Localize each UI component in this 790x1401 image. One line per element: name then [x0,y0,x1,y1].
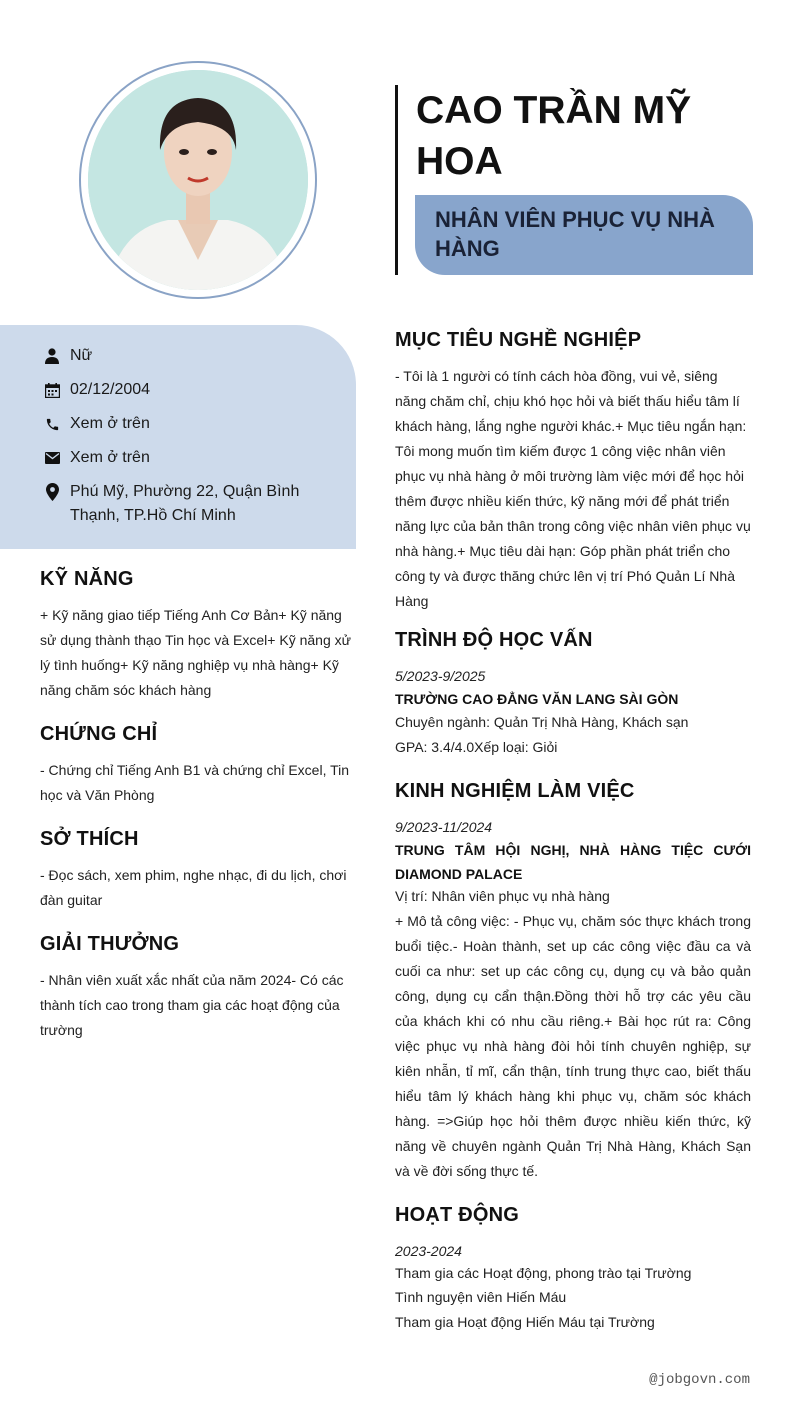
activity-item: Tham gia Hoạt động Hiến Máu tại Trường [395,1314,655,1330]
name-block [395,85,755,275]
hobbies-text: - Đọc sách, xem phim, nghe nhạc, đi du lịch, chơi đàn guitar [40,867,347,908]
address-text: Phú Mỹ, Phường 22, Quận Bình Thạnh, TP.Hồ Chí Minh [70,483,300,524]
experience-date: 9/2023-11/2024 [395,819,493,835]
education-date: 5/2023-9/2025 [395,668,486,684]
experience-description: + Mô tả công việc: - Phục vụ, chăm sóc thực khách trong buổi tiệc.- Hoàn thành, set up các công việc đầu ca và cuối ca như: set up các công cụ, dụng cụ và bảo quản công, dụng cụ cẩn thận.Đồng thời hỗ trợ các yêu cầu của khách khi có nhu cầu riêng.+ Bài học rút ra: Công việc phục vụ nhà hàng đòi hỏi tính chuyên nghiệp, sự kiên nhẫn, tỉ mĩ, cẩn thận, tính trung thực cao, biết thấu hiểu tâm lý khách hàng khi phục vụ, chăm sóc khách hàng. =>Giúp học hỏi thêm được nhiều kiến thức, kỹ năng về chuyên ngành Quản Trị Nhà Hàng, Khách Sạn và về đời sống thực tế. [395,913,751,1179]
education-gpa: GPA: 3.4/4.0Xếp loại: Giỏi [395,739,558,755]
email-text: Xem ở trên [70,449,150,466]
person-icon [40,345,64,367]
mail-icon [40,447,64,469]
activities-date: 2023-2024 [395,1243,462,1259]
skills-title: KỸ NĂNG [40,568,134,590]
objective-text: - Tôi là 1 người có tính cách hòa đồng, vui vẻ, siêng năng chăm chỉ, chịu khó học hỏi và biết thấu hiểu tâm lí khách hàng, lắng nghe người khác.+ Mục tiêu ngắn hạn: Tôi mong muốn tìm kiếm được 1 công việc nhân viên phục vụ nhà hàng ở môi trường làm việc mới để học hỏi thêm được nhiều kiến thức, kỹ năng mới để phát triển năng lực của bản thân trong công việc nhân viên phục vụ nhà hàng.+ Mục tiêu dài hạn: Góp phần phát triển cho công ty và được thăng chức lên vị trí Phó Quản Lí Nhà Hàng [395,368,751,609]
education-school: TRƯỜNG CAO ĐẲNG VĂN LANG SÀI GÒN [395,691,679,707]
hobbies-title: SỞ THÍCH [40,828,139,850]
phone-icon [40,413,64,435]
activity-item: Tình nguyện viên Hiến Máu [395,1289,567,1305]
avatar [88,70,308,290]
footer-watermark: @jobgovn.com [649,1372,750,1388]
experience-company: TRUNG TÂM HỘI NGHỊ, NHÀ HÀNG TIỆC CƯỚI DIAMOND PALACE [395,842,751,882]
certificates-title: CHỨNG CHỈ [40,723,158,745]
experience-title: KINH NGHIỆM LÀM VIỆC [395,780,635,802]
activities-title: HOẠT ĐỘNG [395,1204,520,1226]
gender-text: Nữ [70,347,93,364]
calendar-icon [40,379,64,401]
contact-email [40,446,320,470]
skills-text: + Kỹ năng giao tiếp Tiếng Anh Cơ Bản+ Kỹ năng sử dụng thành thạo Tin học và Excel+ Kỹ năng xử lý tình huống+ Kỹ năng nghiệp vụ nhà hàng+ Kỹ năng chăm sóc khách hàng [40,607,351,698]
objective-title: MỤC TIÊU NGHỀ NGHIỆP [395,329,642,351]
activity-item: Tham gia các Hoạt động, phong trào tại Trường [395,1265,692,1281]
contact-panel [0,325,356,549]
contact-birthday [40,378,320,402]
awards-title: GIẢI THƯỞNG [40,933,180,955]
phone-text: Xem ở trên [70,415,150,432]
education-major: Chuyên ngành: Quản Trị Nhà Hàng, Khách sạn [395,714,689,730]
full-name: CAO TRẦN MỸ HOA [416,89,692,183]
contact-gender [40,344,320,368]
certificates-text: - Chứng chỉ Tiếng Anh B1 và chứng chỉ Excel, Tin học và Văn Phòng [40,762,350,803]
birthday-text: 02/12/2004 [70,381,151,398]
education-title: TRÌNH ĐỘ HỌC VẤN [395,629,593,651]
awards-text: - Nhân viên xuất xắc nhất của năm 2024- Có các thành tích cao trong tham gia các hoạt động của trường [40,972,344,1038]
experience-role: Vị trí: Nhân viên phục vụ nhà hàng [395,888,610,904]
job-position: NHÂN VIÊN PHỤC VỤ NHÀ HÀNG [415,195,753,275]
contact-address [40,480,320,528]
contact-phone [40,412,320,436]
location-pin-icon [40,481,64,503]
